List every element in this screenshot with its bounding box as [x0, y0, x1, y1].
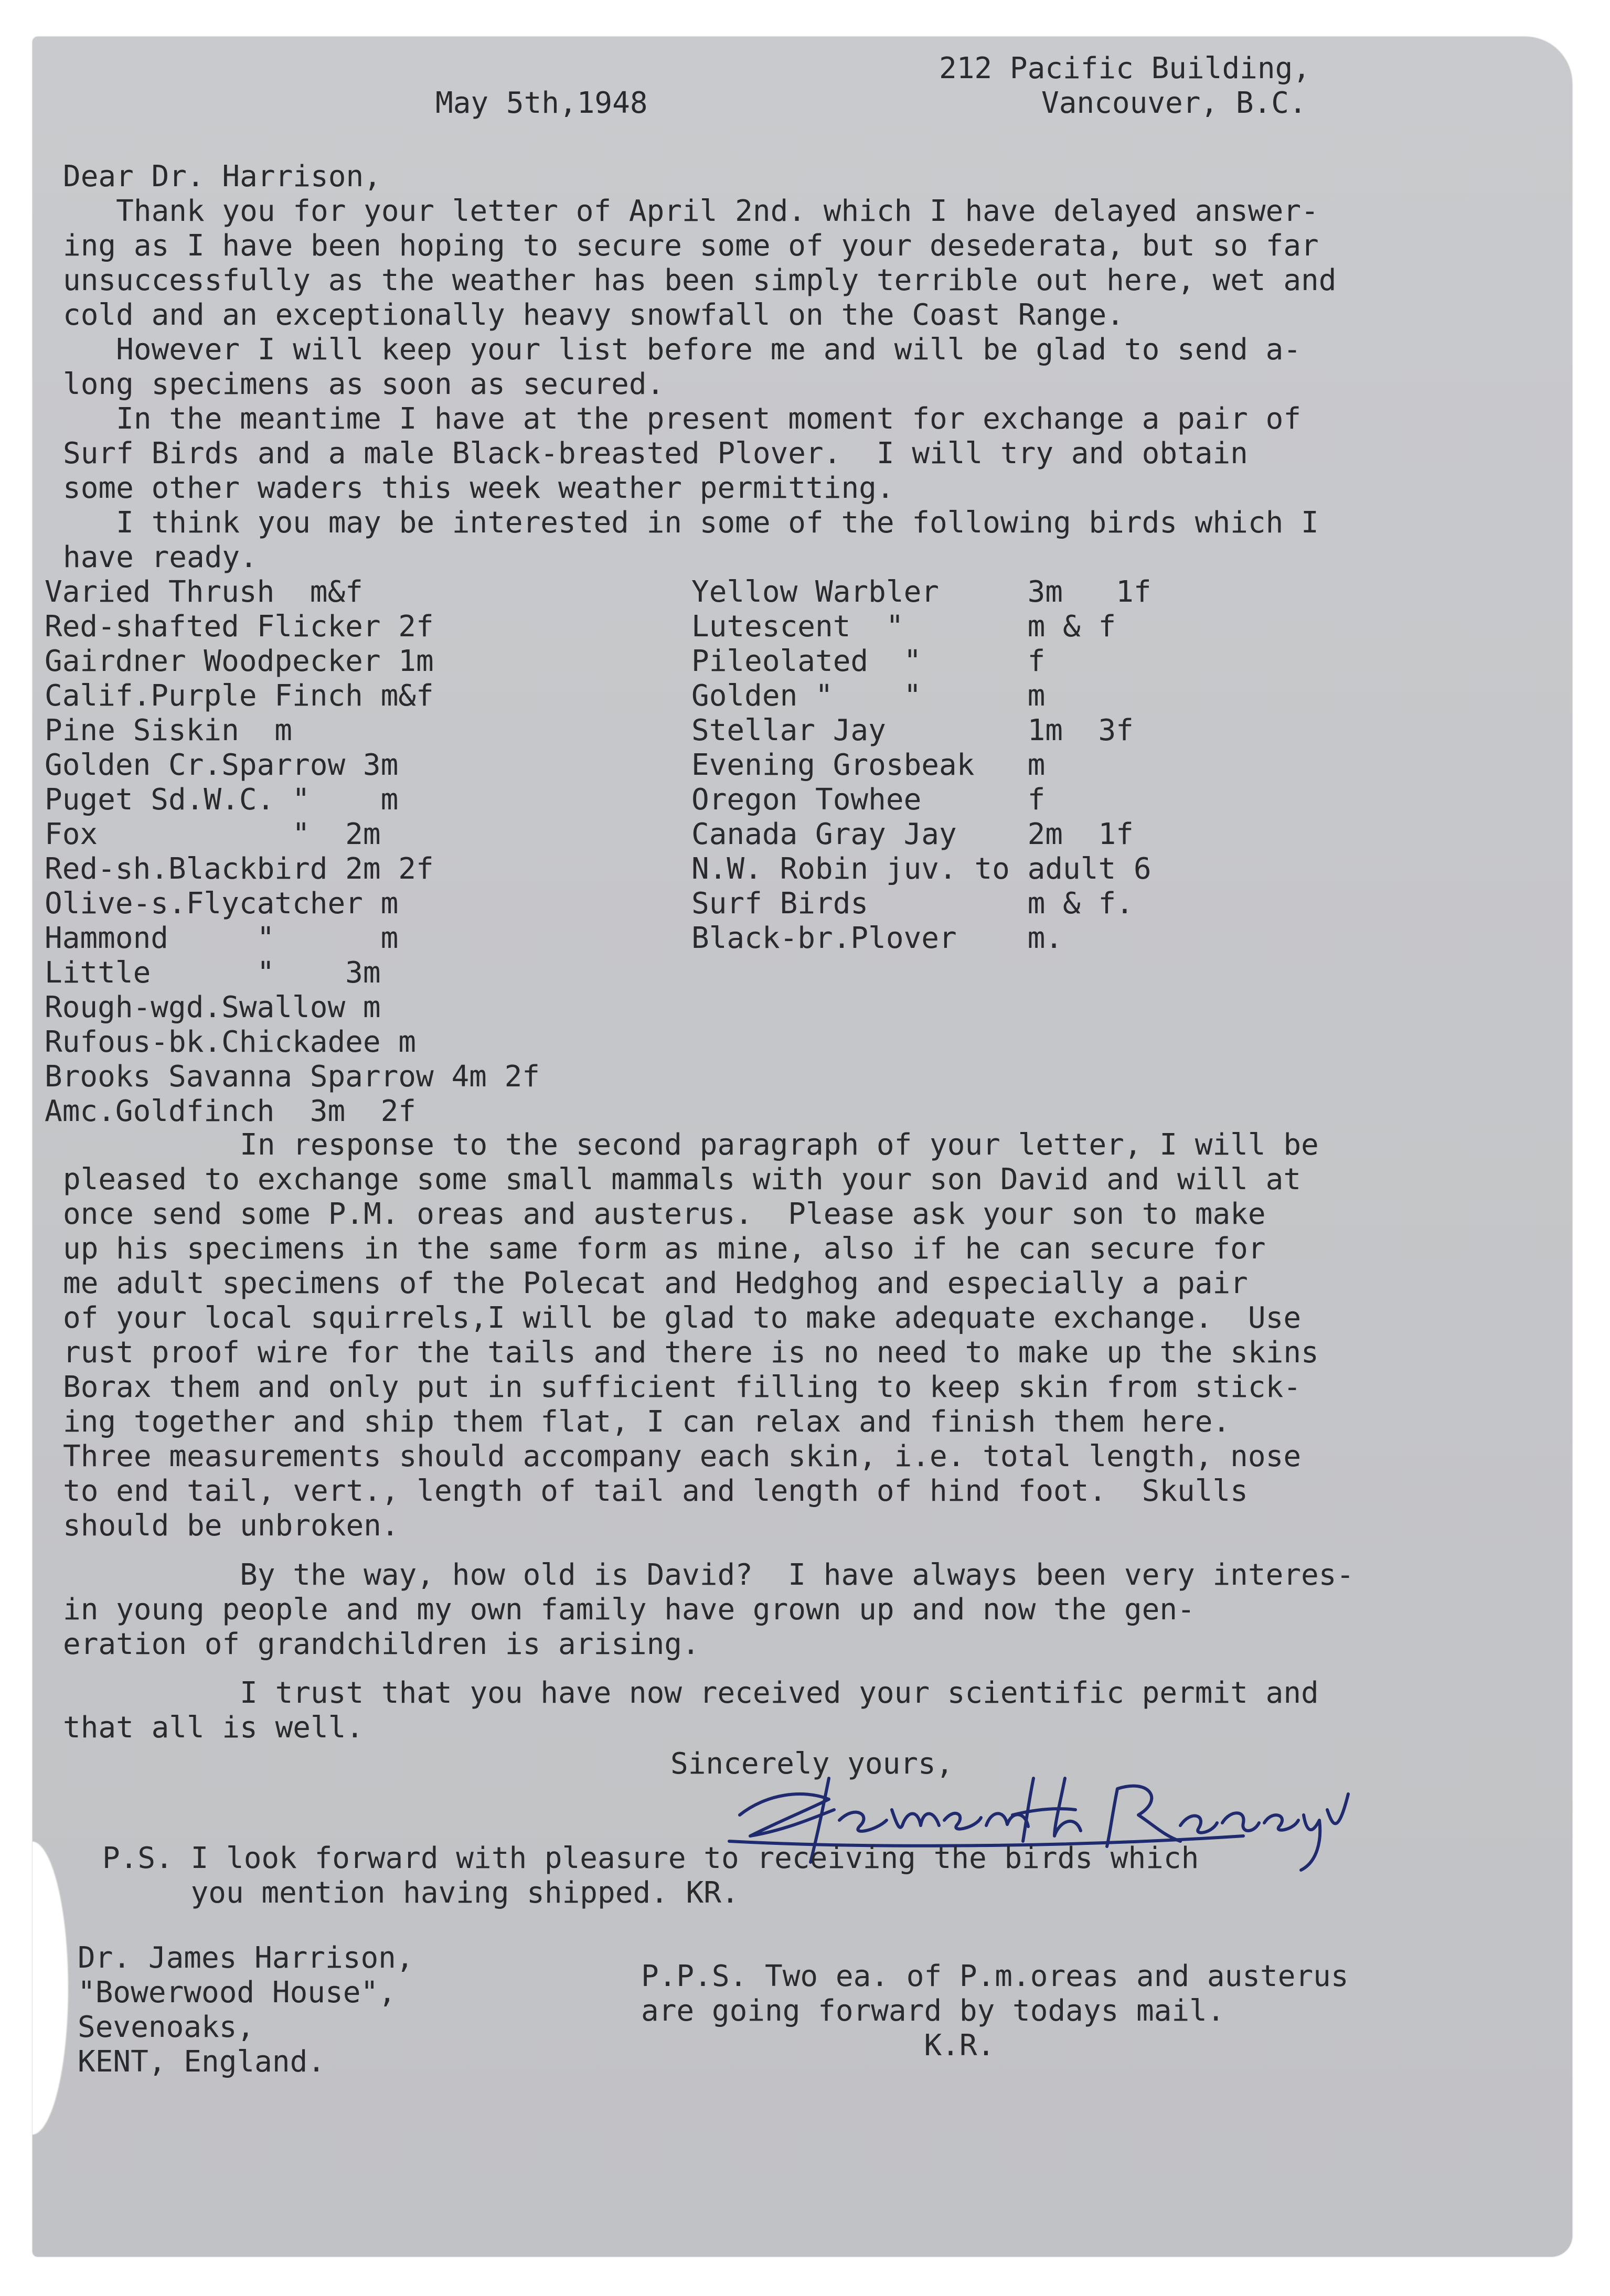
david-paragraph: [63, 1558, 1354, 1662]
text-line: cold and an exceptionally heavy snowfall on the Coast Range.: [63, 298, 1124, 332]
text-line: of your local squirrels,I will be glad to make adequate exchange. Use: [63, 1301, 1302, 1335]
bird-list-item: Hammond " m: [45, 921, 399, 955]
letter-date: May 5th,1948: [435, 86, 648, 120]
bird-list-item: Amc.Goldfinch 3m 2f: [45, 1094, 417, 1128]
text-line: I trust that you have now received your scientific permit and: [63, 1676, 1319, 1710]
bird-list-item: N.W. Robin juv. to adult 6: [691, 852, 1151, 886]
bird-list-item: Calif.Purple Finch m&f: [45, 679, 434, 713]
bird-list-item: Canada Gray Jay 2m 1f: [691, 817, 1134, 851]
text-line: eration of grandchildren is arising.: [63, 1627, 700, 1661]
bird-list-item: Rough-wgd.Swallow m: [45, 990, 381, 1024]
text-line: have ready.: [63, 540, 258, 574]
bird-list-item: Red-sh.Blackbird 2m 2f: [45, 852, 434, 886]
body-paragraph: [63, 1128, 1319, 1543]
address-line-1: 212 Pacific Building,: [939, 51, 1311, 86]
text-line: Dr. James Harrison,: [78, 1941, 414, 1975]
intro-paragraphs: [63, 194, 1336, 575]
text-line: rust proof wire for the tails and there is no need to make up the skins: [63, 1336, 1319, 1370]
text-line: ing together and ship them flat, I can relax and finish them here.: [63, 1405, 1231, 1439]
bird-list-item: Evening Grosbeak m: [691, 748, 1046, 782]
text-line: in young people and my own family have grown up and now the gen-: [63, 1593, 1195, 1627]
bird-list-item: Gairdner Woodpecker 1m: [45, 644, 434, 678]
bird-list-item: Pine Siskin m: [45, 713, 293, 747]
bird-list-item: Golden Cr.Sparrow 3m: [45, 748, 399, 782]
bird-list-item: Surf Birds m & f.: [691, 887, 1134, 921]
postscript: [102, 1841, 1199, 1910]
text-line: to end tail, vert., length of tail and length of hind foot. Skulls: [63, 1474, 1248, 1508]
text-line: P.P.S. Two ea. of P.m.oreas and austerus: [641, 1959, 1349, 1993]
salutation: Dear Dr. Harrison,: [63, 159, 381, 194]
text-line: me adult specimens of the Polecat and Hedghog and especially a pair: [63, 1266, 1248, 1300]
recipient-address: [78, 1941, 414, 2079]
text-line: K.R.: [641, 2028, 995, 2063]
text-line: pleased to exchange some small mammals with your son David and will at: [63, 1162, 1302, 1197]
bird-list-item: Oregon Towhee f: [691, 783, 1046, 817]
text-line: In the meantime I have at the present moment for exchange a pair of: [63, 402, 1302, 436]
text-line: Surf Birds and a male Black-breasted Plover. I will try and obtain: [63, 436, 1248, 471]
bird-list-item: Stellar Jay 1m 3f: [691, 713, 1134, 747]
text-line: Borax them and only put in sufficient filling to keep skin from stick-: [63, 1370, 1302, 1404]
text-line: KENT, England.: [78, 2045, 326, 2079]
text-line: are going forward by todays mail.: [641, 1994, 1225, 2028]
bird-list-item: Golden " " m: [691, 679, 1046, 713]
bird-list-item: Varied Thrush m&f: [45, 575, 363, 609]
text-line: once send some P.M. oreas and austerus. Please ask your son to make: [63, 1197, 1266, 1231]
text-line: unsuccessfully as the weather has been simply terrible out here, wet and: [63, 263, 1337, 297]
bird-list-item: Fox " 2m: [45, 817, 381, 851]
text-line: ing as I have been hoping to secure some of your desederata, but so far: [63, 229, 1319, 263]
text-line: Sevenoaks,: [78, 2010, 255, 2044]
bird-list-item: Brooks Savanna Sparrow 4m 2f: [45, 1060, 540, 1094]
bird-list-left: [45, 575, 540, 1129]
bird-list-item: Olive-s.Flycatcher m: [45, 887, 399, 921]
text-line: up his specimens in the same form as mine, also if he can secure for: [63, 1232, 1266, 1266]
text-line: "Bowerwood House",: [78, 1975, 396, 2010]
bird-list-item: Black-br.Plover m.: [691, 921, 1063, 955]
text-line: By the way, how old is David? I have always been very interes-: [63, 1558, 1355, 1592]
bird-list-item: Red-shafted Flicker 2f: [45, 610, 434, 644]
text-line: you mention having shipped. KR.: [102, 1876, 739, 1910]
text-line: some other waders this week weather permitting.: [63, 471, 894, 505]
text-line: Three measurements should accompany each skin, i.e. total length, nose: [63, 1439, 1302, 1473]
pps-note: [641, 1959, 1349, 2063]
bird-list-item: Rufous-bk.Chickadee m: [45, 1025, 417, 1059]
text-line: However I will keep your list before me and will be glad to send a-: [63, 333, 1302, 367]
text-line: should be unbroken.: [63, 1509, 399, 1543]
bird-list-right: [691, 575, 1151, 956]
bird-list-item: Little " 3m: [45, 956, 381, 990]
closing: Sincerely yours,: [670, 1747, 954, 1781]
address-line-2: Vancouver, B.C.: [1041, 86, 1307, 120]
bird-list-item: Puget Sd.W.C. " m: [45, 783, 399, 817]
text-line: that all is well.: [63, 1711, 364, 1745]
text-line: long specimens as soon as secured.: [63, 367, 665, 401]
bird-list-item: Pileolated " f: [691, 644, 1046, 678]
text-line: I think you may be interested in some of the following birds which I: [63, 506, 1319, 540]
text-line: Thank you for your letter of April 2nd. which I have delayed answer-: [63, 194, 1319, 228]
text-line: In response to the second paragraph of your letter, I will be: [63, 1128, 1319, 1162]
bird-list-item: Yellow Warbler 3m 1f: [691, 575, 1151, 609]
bird-list-item: Lutescent " m & f: [691, 610, 1116, 644]
text-line: P.S. I look forward with pleasure to receiving the birds which: [102, 1841, 1199, 1875]
permit-paragraph: [63, 1676, 1319, 1745]
